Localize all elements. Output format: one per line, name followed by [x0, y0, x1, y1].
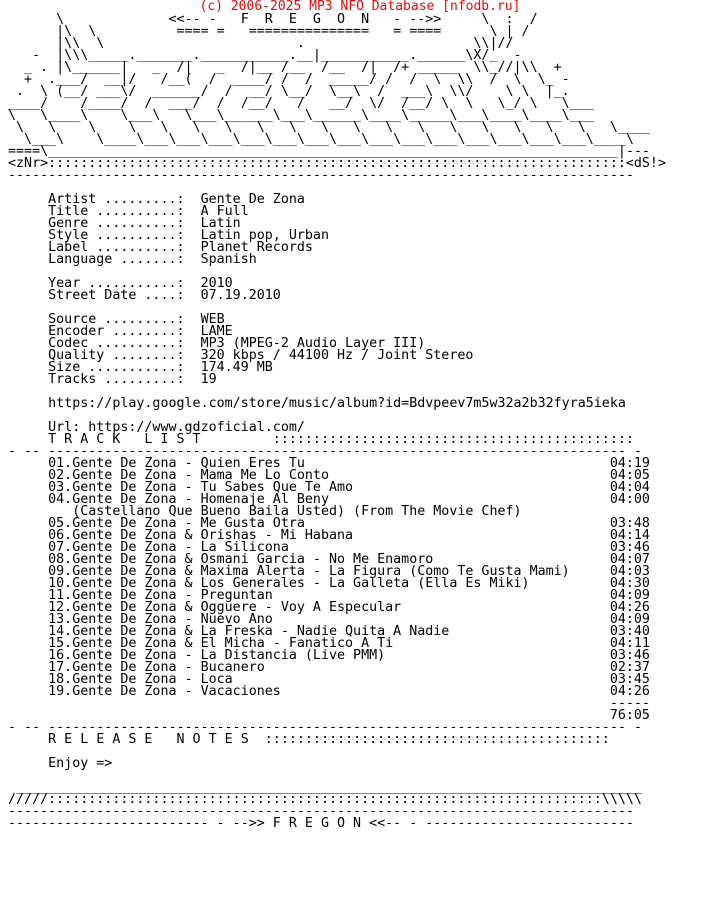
track-list: 01.Gente De Zona - Quien Eres Tu 04:19 02.Gente De Zona - Mama Me Lo Conto 04:05 03.Gente De Zona - Tu Sabes Que Te Amo 04:04 04.Gente De Zona - Homenaje Al Beny 04:00 (Castellano Que Bueno Baila Usted) (From The Movie Chef) 05.Gente De Zona - Me Gusta Otra 03:48 06.Gente De Zona & Orishas - Mi Habana 04:14 07.Gente De Zona - La Silicona 03:46 08.Gente De Zona & Osmani Garcia - No Me Enamoro 04:07 09.Gente De Zona & Maxima Alerta - La Figura (Como Te Gusta Mami) 04:03 10.Gente De Zona & Los Generales - La Galleta (Ella Es Miki) 04:30 11.Gente De Zona - Preguntan 04:09 12.Gente De Zona & Ogguere - Voy A Especular 04:26 13.Gente De Zona - Nuevo Ano 04:09 14.Gente De Zona & La Freska - Nadie Quita A Nadie 03:40 15.Gente De Zona & El Micha - Fanatico A Ti 04:11 16.Gente De Zona - La Distancia (Live PMM) 03:46 17.Gente De Zona - Bucanero 02:37 18.Gente De Zona - Loca 03:45 19.Gente De Zona - Vacaciones 04:26 ----- 76:05 — [48, 456, 650, 723]
release-notes-body: Enjoy => — [48, 756, 113, 771]
fregon-footer-art: ______________________________________________________________________________ /////:::::::::::::::::::::::::::::::::::::::::::::::::::::::::::::::::::::\\\\\ ------------------------------------------------------------------------------ ------------------------- - -->> F R E G O N <<-- - -------------------------- — [8, 780, 642, 831]
release-notes-heading: R E L E A S E N O T E S ::::::::::::::::::::::::::::::::::::::::::: — [48, 732, 610, 747]
top-rule: ------------------------------------------------------------------------------ — [8, 168, 634, 183]
tracklist-heading: T R A C K L I S T ::::::::::::::::::::::::::::::::::::::::::::: — [8, 432, 634, 447]
tracklist-divider: - -- ------------------------------------------------------------------------ - — [8, 444, 642, 459]
nfodb-credit[interactable]: (c) 2006-2025 MP3 NFO Database [nfodb.ru] — [199, 0, 521, 14]
tracklist-divider-end: - -- ------------------------------------------------------------------------ - — [8, 720, 642, 735]
nfo-document — [8, 14, 666, 830]
fregon-ascii-logo: \ <<-- - F R E G O N - -->> \ : / |\ \ ==== = =============== = ==== \ | / |\\ \ . \\|// - |\\\_____._______.___________.__|___________.______\X/_ - _ . |\______| _ /| _ /|__ /__ /__ /| /+ _____ \\_//|\\ + + .___/ __|/ /__( / ____/ / / _____/ / / \ \\ / \ \_ - . \ (__/ ___\/ ______/ / __/ \__/ \__\ / ___\ \\/ \ \ |_. ____/ /____/ / ___/ / /__/ / __/ \/ /__/ \ \ \_/ \ \___ \ \____\ \___\ \___\______\___\______\____\_____\___\____\____\___ \ \ \ \ \ \ \ \ \ \ \ \ \ \ \ \ \ \ \____ \___\ \____\___\___\___\___\___\___\___\___\___\___\___\___\___\___\____\ ====\_______________________________________________________________________|--- <zNr>::::::::::::::::::::::::::::::::::::::::::::::::::::::::::::::::::::::::<dS!> — [8, 12, 666, 171]
release-info[interactable]: Artist .........: Gente De Zona Title ..........: A Full Genre ..........: Latin Style ..........: Latin pop, Urban Label ..........: Planet Records Language .......: Spanish Year ...........: 2010 Street Date ....: 07.19.2010 Source .........: WEB Encoder ........: LAME Codec ..........: MP3 (MPEG-2 Audio Layer III) Quality ........: 320 kbps / 44100 Hz / Joint Stereo Size ...........: 174.49 MB Tracks .........: 19 https://play.google.com/store/music/album?id=Bdvpeev7m5w32a2b32fyra5ieka Url: https://www.gdzoficial.com/ — [48, 192, 626, 435]
